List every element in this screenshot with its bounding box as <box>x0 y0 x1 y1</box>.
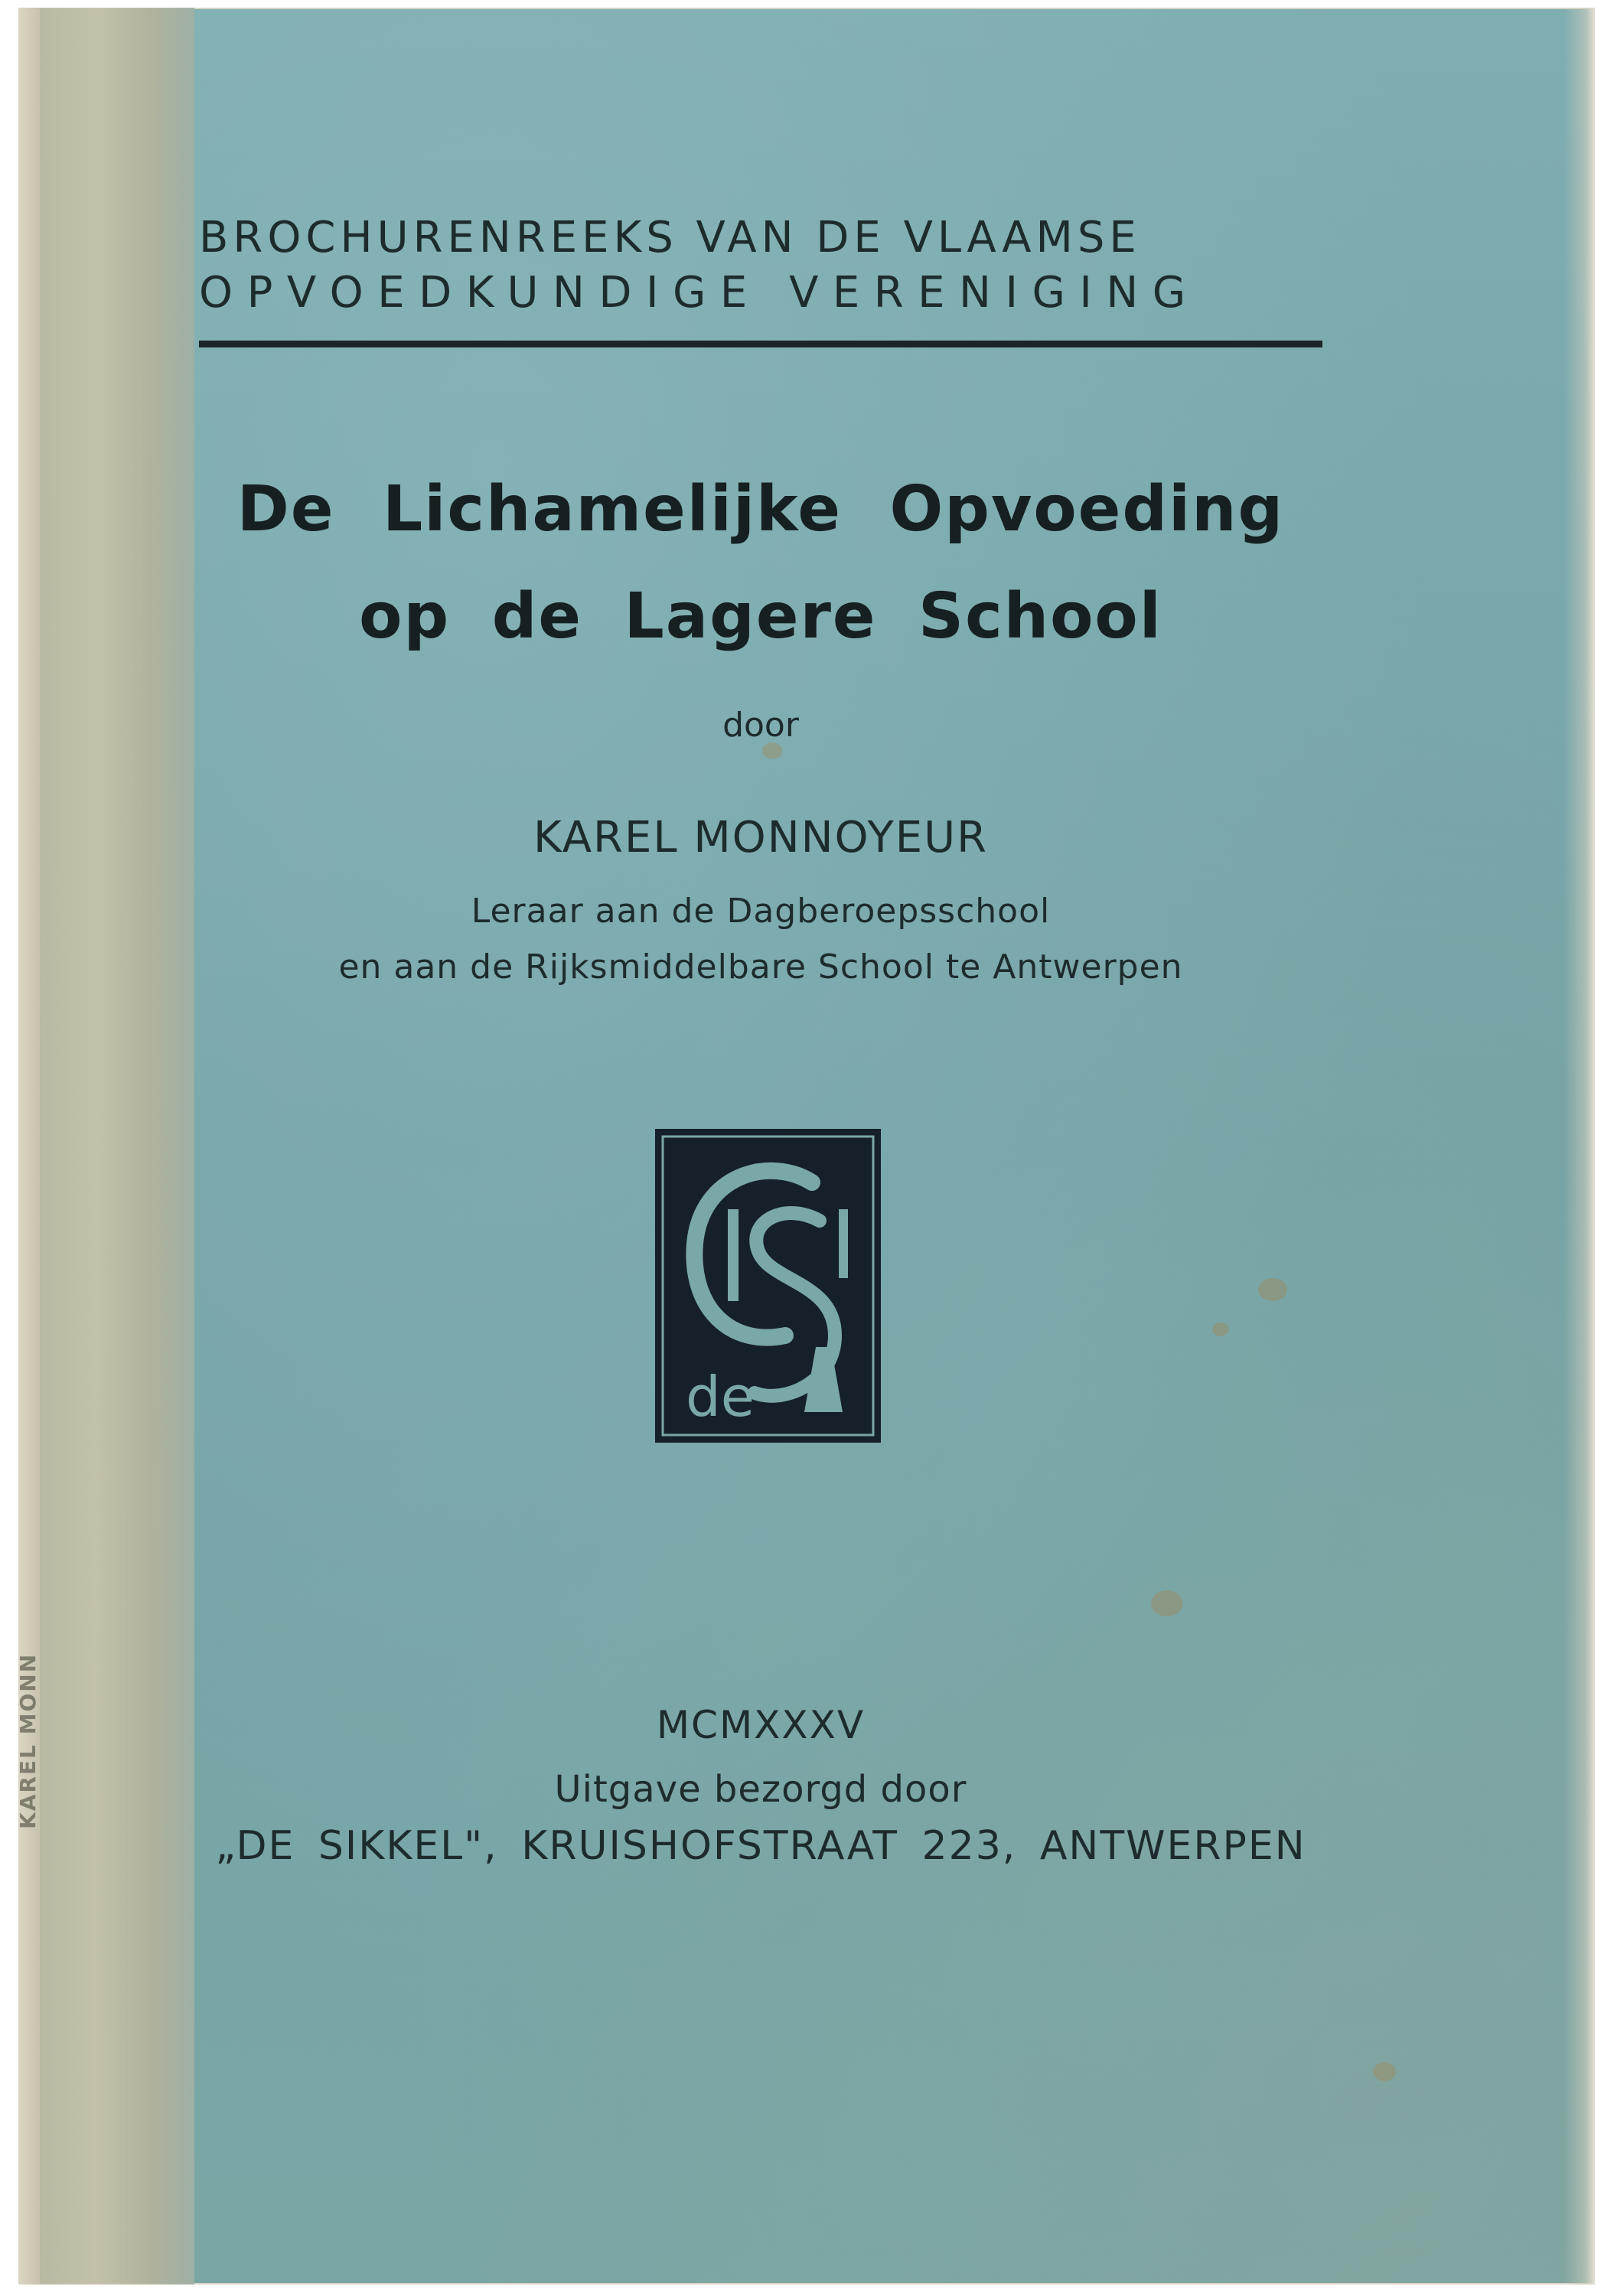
series-line-1: BROCHURENREEKS VAN DE VLAAMSE <box>199 213 1141 263</box>
spine-label: KAREL MONN <box>15 1652 41 1829</box>
series-heading <box>199 210 1332 321</box>
publisher-intro: Uitgave bezorgd door <box>554 1768 967 1811</box>
divider-rule <box>199 341 1322 347</box>
book-title-line-1: De Lichamelijke Opvoeding <box>236 473 1285 546</box>
author-role-line-2: en aan de Rijksmiddelbare School te Antwerpen <box>338 947 1183 987</box>
book-title-line-2: op de Lagere School <box>359 580 1162 653</box>
emblem-text: de <box>686 1365 755 1429</box>
series-line-2: OPVOEDKUNDIGE VERENIGING <box>199 268 1200 318</box>
byline-door: door <box>722 706 799 745</box>
publication-year: MCMXXXV <box>656 1703 866 1747</box>
author-role-line-1: Leraar aan de Dagberoepsschool <box>471 892 1051 931</box>
cover-content <box>18 8 1595 2285</box>
publisher-address: „DE SIKKEL", KRUISHOFSTRAAT 223, ANTWERPEN <box>215 1823 1306 1869</box>
book-cover <box>15 8 1595 2285</box>
publisher-emblem-icon <box>655 1129 881 1443</box>
author-name: KAREL MONNOYEUR <box>533 813 989 863</box>
